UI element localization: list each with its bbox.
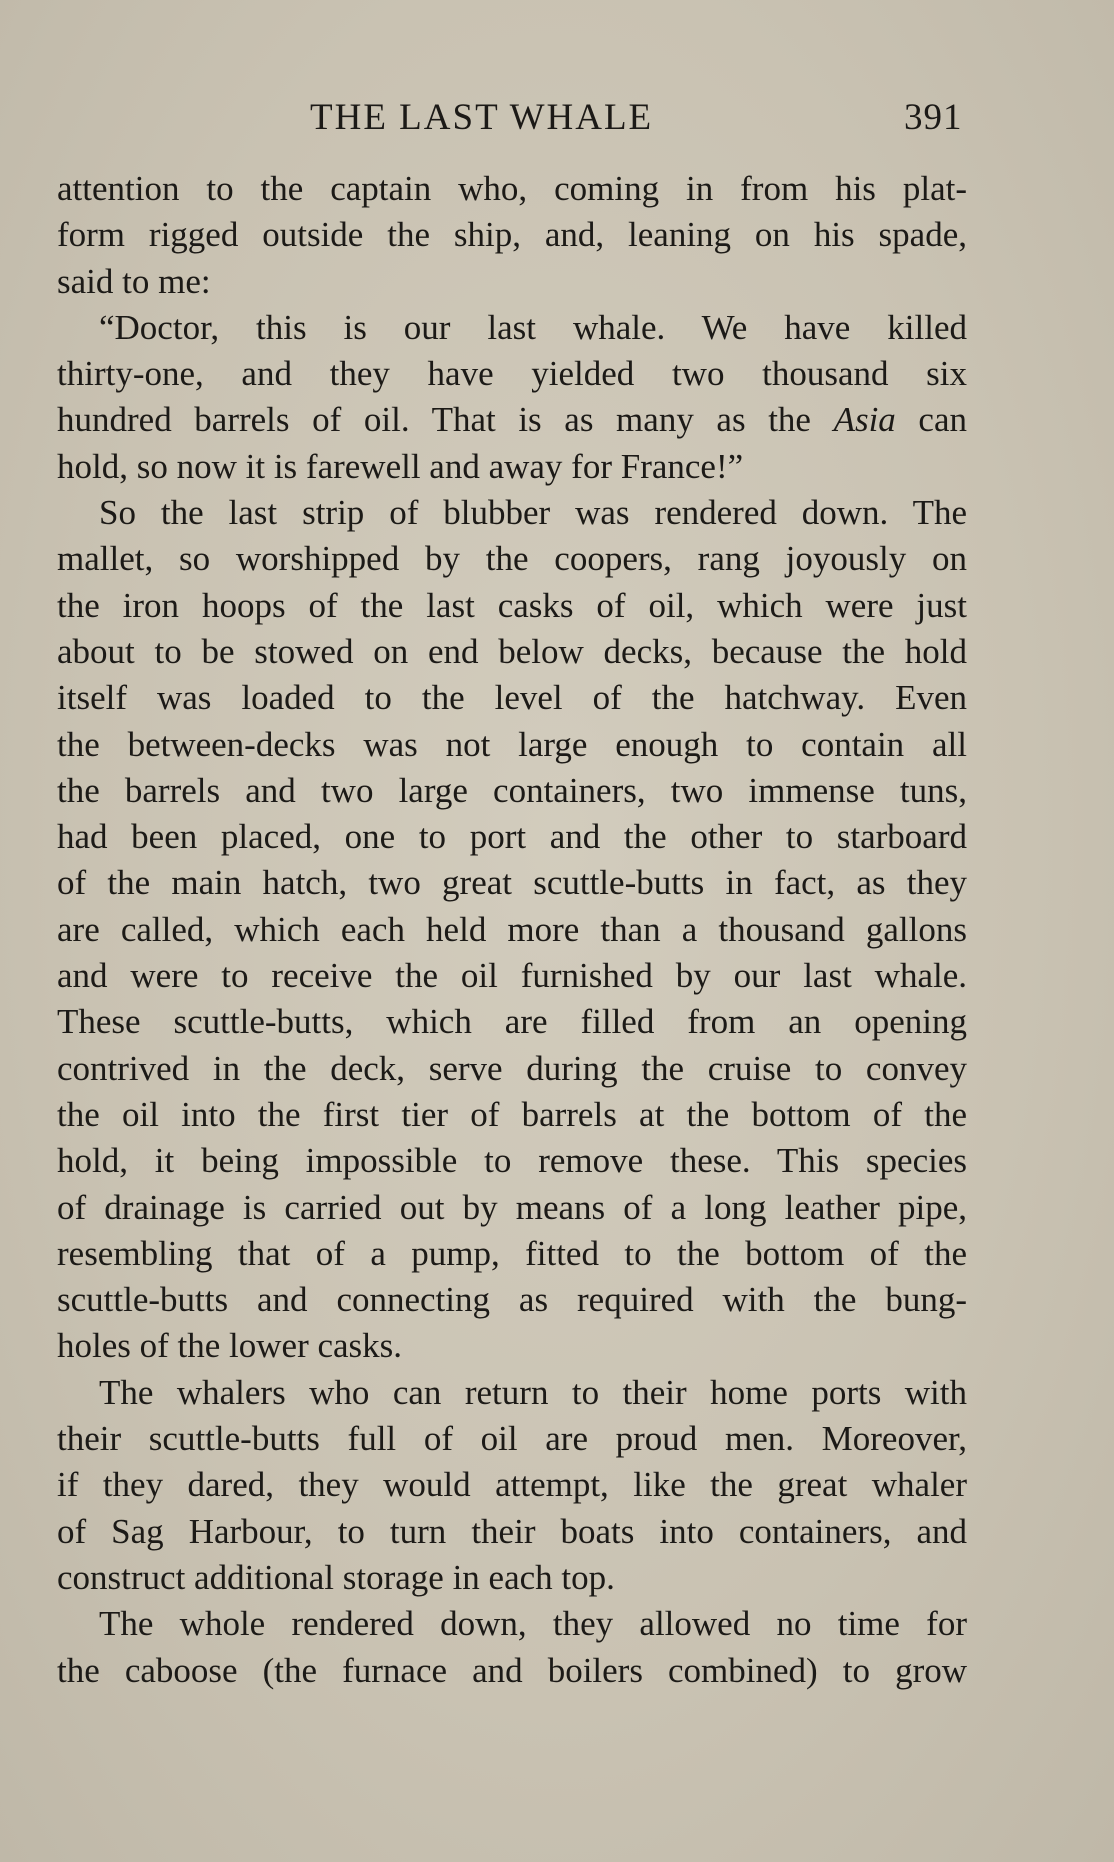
page-number: 391 xyxy=(904,97,963,138)
text-line: the barrels and two large containers, two immense tuns, xyxy=(57,770,967,810)
text-line: contrived in the deck, serve during the cruise to convey xyxy=(57,1048,967,1088)
text-line: These scuttle-butts, which are filled from an opening xyxy=(57,1002,967,1042)
text-line: resembling that of a pump, fitted to the bottom of the xyxy=(57,1233,967,1273)
text-line: of Sag Harbour, to turn their boats into containers, and xyxy=(57,1511,967,1551)
text-line: itself was loaded to the level of the hatchway. Even xyxy=(57,678,967,718)
text-line: the caboose (the furnace and boilers combined) to grow xyxy=(57,1650,967,1690)
text-line: construct additional storage in each top. xyxy=(57,1557,615,1597)
text-line: their scuttle-butts full of oil are proud men. Moreover, xyxy=(57,1419,967,1459)
body-text xyxy=(57,166,967,1694)
text-line: of the main hatch, two great scuttle-butts in fact, as they xyxy=(57,863,967,903)
text-line: of drainage is carried out by means of a long leather pipe, xyxy=(57,1187,967,1227)
text-line: holes of the lower casks. xyxy=(57,1326,403,1366)
running-head xyxy=(0,96,1114,146)
text-line: the oil into the first tier of barrels at the bottom of the xyxy=(57,1094,967,1134)
text-line: said to me: xyxy=(57,261,211,301)
text-line: So the last strip of blubber was rendered down. The xyxy=(99,493,967,533)
text-line: scuttle-butts and connecting as required with the bung- xyxy=(57,1280,967,1320)
text-line: form rigged outside the ship, and, leaning on his spade, xyxy=(57,215,967,255)
text-line: and were to receive the oil furnished by our last whale. xyxy=(57,956,967,996)
text-line: The whalers who can return to their home ports with xyxy=(99,1372,967,1412)
text-line: “Doctor, this is our last whale. We have killed xyxy=(99,307,967,347)
text-line: attention to the captain who, coming in from his plat- xyxy=(57,169,967,208)
text-line: are called, which each held more than a thousand gallons xyxy=(57,909,967,949)
text-line: about to be stowed on end below decks, because the hold xyxy=(57,631,967,671)
text-line: hold, so now it is farewell and away for France!” xyxy=(57,446,744,486)
running-title: THE LAST WHALE xyxy=(310,97,654,138)
text-line: the between-decks was not large enough to contain all xyxy=(57,724,967,764)
ship-name: Asia xyxy=(833,400,896,440)
text-line: mallet, so worshipped by the coopers, rang joyously on xyxy=(57,539,967,579)
text-line: The whole rendered down, they allowed no time for xyxy=(99,1604,967,1644)
text-line: the iron hoops of the last casks of oil, which were just xyxy=(57,585,967,625)
text-line: thirty-one, and they have yielded two thousand six xyxy=(57,354,967,394)
text-line: hundred barrels of oil. That is as many as the Asia can xyxy=(57,400,967,440)
text-line: hold, it being impossible to remove these. This species xyxy=(57,1141,967,1181)
text-line: had been placed, one to port and the other to starboard xyxy=(57,817,967,857)
text-line: if they dared, they would attempt, like the great whaler xyxy=(57,1465,967,1505)
